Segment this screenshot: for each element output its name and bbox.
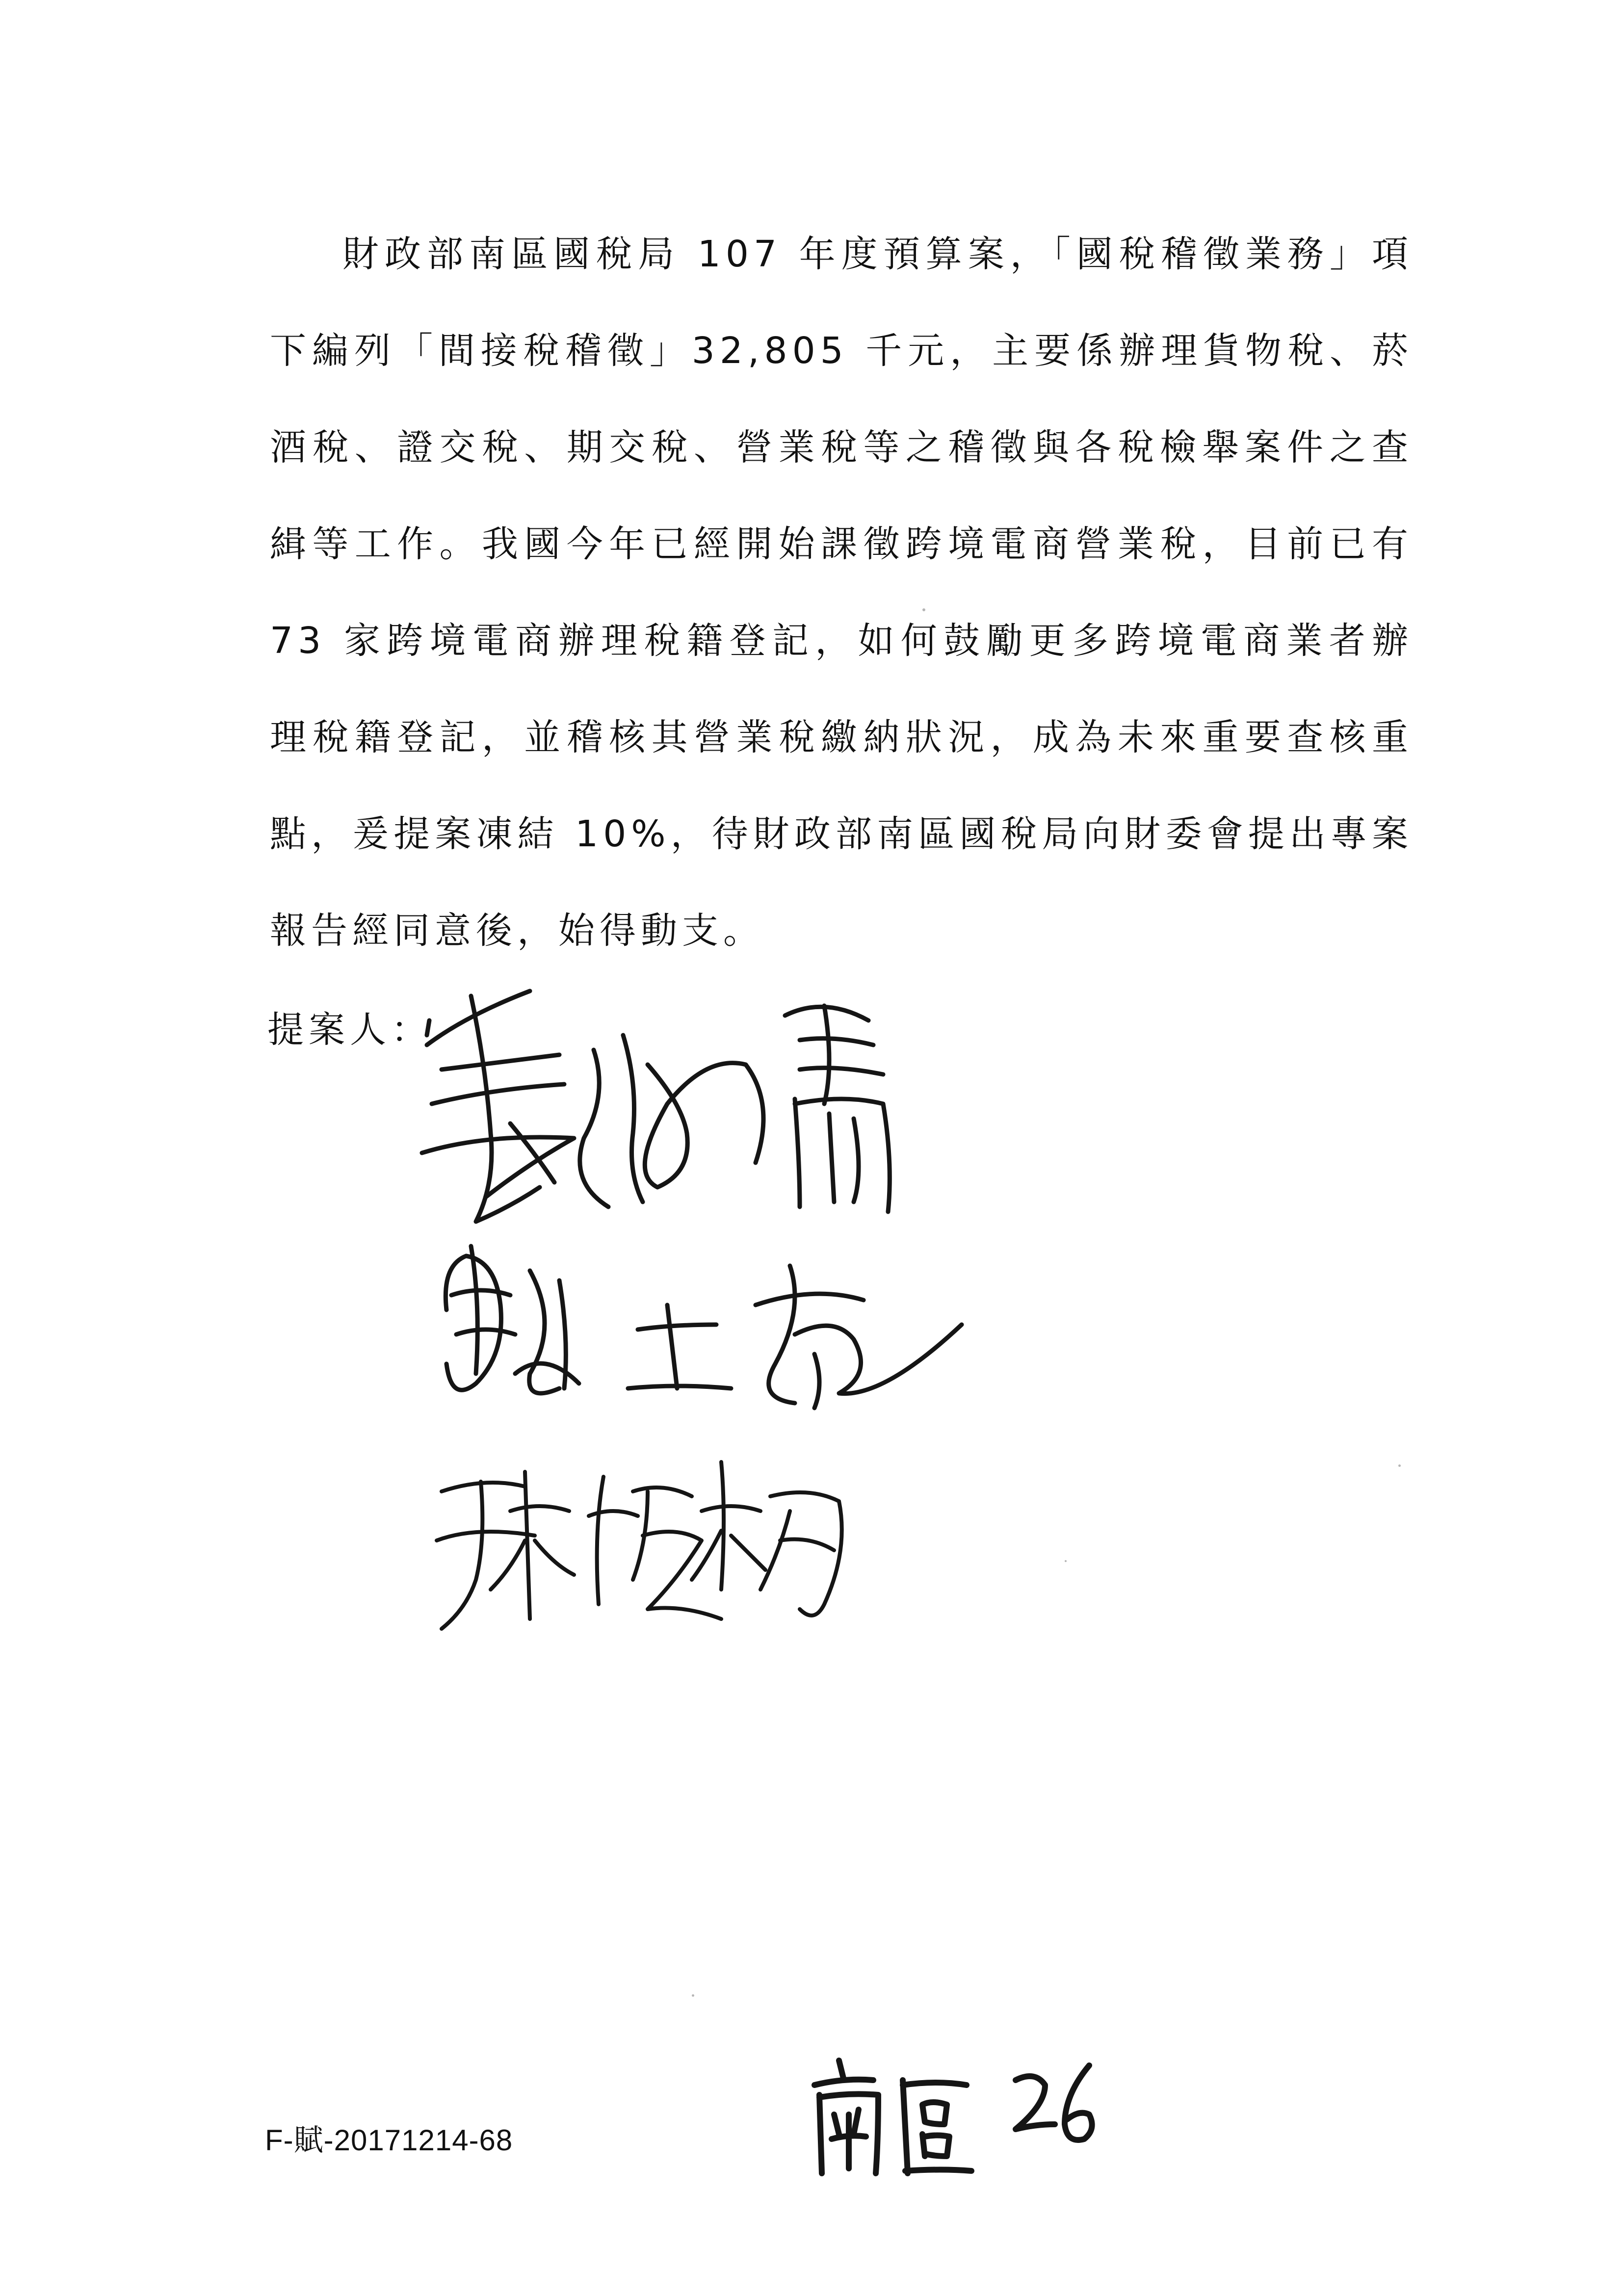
signature-3 [427, 1442, 868, 1648]
handwritten-note [805, 2051, 1109, 2183]
signature-2 [432, 1226, 971, 1433]
scan-speck [1065, 1560, 1067, 1562]
scan-speck [692, 1994, 694, 1997]
proposal-paragraph: 財政部南區國稅局 107 年度預算案，「國稅稽徵業務」項下編列「間接稅稽徵」32,805 千元，主要係辦理貨物稅、菸酒稅、證交稅、期交稅、營業稅等之稽徵與各稅檢舉案件之查緝等工作。我國今年已經開始課徵跨境電商營業稅，目前已有 73 家跨境電商辦理稅籍登記，如何鼓勵更多跨境電商業者辦理稅籍登記，並稽核其營業稅繳納狀況，成為未來重要查核重點，爰提案凍結 10%，待財政部南區國稅局向財委會提出專案報告經同意後，始得動支。 [270, 233, 1413, 952]
scan-speck [1398, 1464, 1401, 1467]
signature-1 [412, 976, 932, 1251]
proposer-label: 提案人： [267, 1009, 432, 1051]
scan-speck [922, 608, 925, 611]
document-code: F-賦-20171214-68 [265, 2124, 513, 2157]
